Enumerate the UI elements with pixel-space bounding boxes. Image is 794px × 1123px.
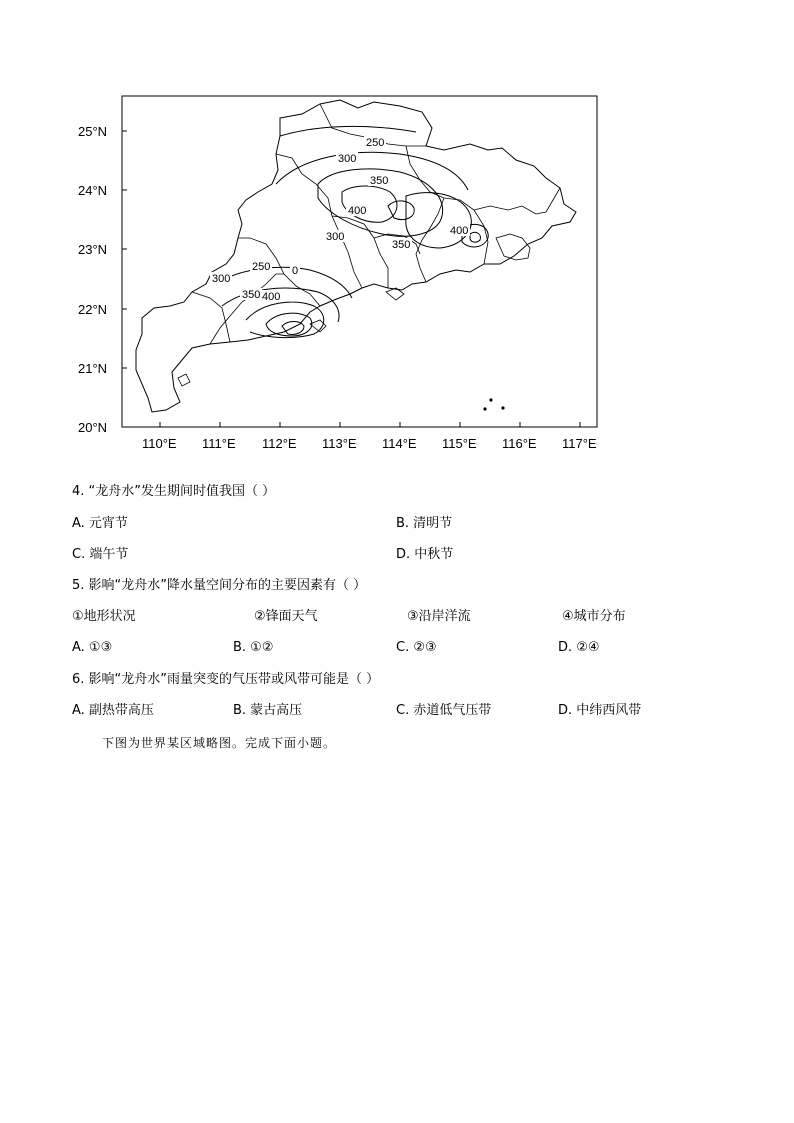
isoline-label: 250 <box>366 137 385 149</box>
q4-option-b[interactable]: B. 清明节 <box>396 516 453 531</box>
lat-label-23: 23°N <box>78 242 108 257</box>
q4-option-d[interactable]: D. 中秋节 <box>396 547 454 562</box>
isoline-label: 300 <box>326 231 345 243</box>
lon-label-116: 116°E <box>502 436 537 451</box>
isoline-label: 350 <box>242 289 261 301</box>
q5-stem: 5. 影响“龙舟水”降水量空间分布的主要因素有（ ） <box>72 578 367 593</box>
q5-option-b[interactable]: B. ①② <box>233 640 274 655</box>
isoline-label: 0 <box>292 265 299 277</box>
lon-label-111: 111°E <box>202 436 236 451</box>
islands <box>178 288 504 410</box>
q4-option-a[interactable]: A. 元宵节 <box>72 516 128 531</box>
isoline-label: 300 <box>212 273 231 285</box>
map-svg <box>70 88 610 460</box>
isoline-label: 400 <box>450 225 469 237</box>
isoline-label: 400 <box>262 291 281 303</box>
isoline-label: 300 <box>338 153 357 165</box>
q6-option-b[interactable]: B. 蒙古高压 <box>233 703 303 718</box>
q5-factor-1: ①地形状况 <box>72 609 136 624</box>
isoline-label: 350 <box>392 239 411 251</box>
q5-factor-2: ②锋面天气 <box>254 609 318 624</box>
lat-label-20: 20°N <box>78 420 108 435</box>
q5-factor-3: ③沿岸洋流 <box>407 609 471 624</box>
q6-stem: 6. 影响“龙舟水”雨量突变的气压带或风带可能是（ ） <box>72 672 380 687</box>
q5-option-c[interactable]: C. ②③ <box>396 640 437 655</box>
lon-label-115: 115°E <box>442 436 477 451</box>
lon-label-117: 117°E <box>562 436 597 451</box>
isoline-label: 350 <box>370 175 389 187</box>
q6-option-c[interactable]: C. 赤道低气压带 <box>396 703 492 718</box>
lat-label-24: 24°N <box>78 183 108 198</box>
lat-label-25: 25°N <box>78 124 108 139</box>
isoline-label: 400 <box>348 205 367 217</box>
q5-option-d[interactable]: D. ②④ <box>558 640 600 655</box>
q5-factor-4: ④城市分布 <box>562 609 626 624</box>
isoline-label: 250 <box>252 261 271 273</box>
q4-stem: 4. “龙舟水”发生期间时值我国（ ） <box>72 484 276 499</box>
lon-label-114: 114°E <box>382 436 417 451</box>
q5-option-a[interactable]: A. ①③ <box>72 640 113 655</box>
lat-axis <box>78 124 127 435</box>
lon-label-113: 113°E <box>322 436 357 451</box>
q6-option-a[interactable]: A. 副热带高压 <box>72 703 154 718</box>
lat-label-22: 22°N <box>78 302 108 317</box>
q4-option-c[interactable]: C. 端午节 <box>72 547 129 562</box>
q6-option-d[interactable]: D. 中纬西风带 <box>558 703 642 718</box>
lon-label-110: 110°E <box>142 436 177 451</box>
province-outline <box>136 100 576 412</box>
map-frame <box>122 96 597 427</box>
figure-caption: 下图为世界某区域略图。完成下面小题。 <box>102 736 337 750</box>
lon-axis <box>142 422 597 451</box>
lat-label-21: 21°N <box>78 361 108 376</box>
lon-label-112: 112°E <box>262 436 297 451</box>
rainfall-map-figure <box>70 88 610 460</box>
